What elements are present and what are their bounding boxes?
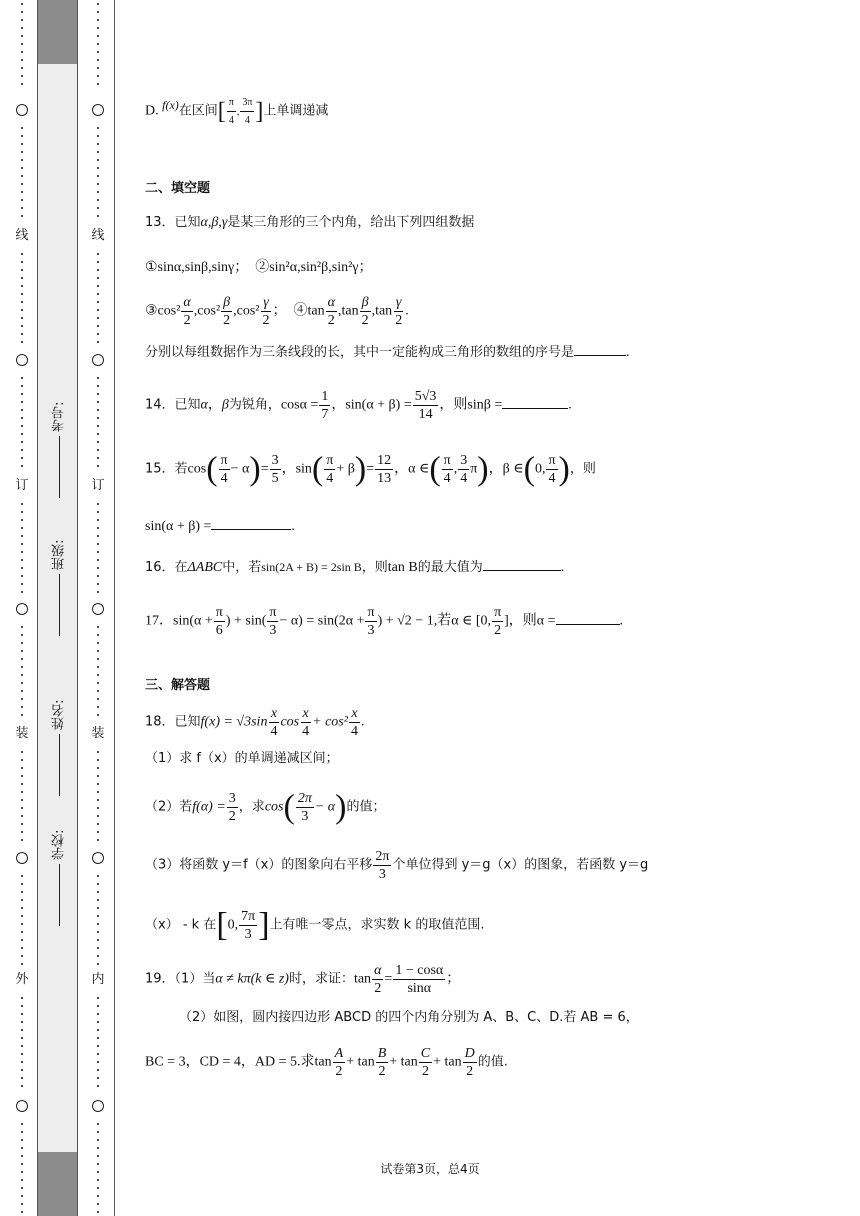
- q14-answer-blank[interactable]: [502, 396, 568, 409]
- margin-edge-line: [114, 0, 115, 1216]
- q19-part1: 19．（1）当α ≠ kπ(k ∈ z)时，求证：tan $\frac{\alpha}{2}$ = $\frac{1 - \cos\alpha}{\sin\alpha}$ ；: [145, 963, 461, 996]
- field-class: 班级:: [50, 520, 72, 640]
- field-school: 学校:: [50, 810, 72, 930]
- inner-dotted-line: [90, 0, 106, 1216]
- q19-part3: BC = 3，CD = 4，AD = 5.求tan $\frac{A}{2}$ + tan $\frac{B}{2}$ + tan $\frac{C}{2}$ + tan $\frac{D}{2}$ 的值.: [145, 1046, 508, 1079]
- section3-heading: 三、解答题: [145, 678, 211, 693]
- q18-part3-cont: （x） - k 在[0, $\frac{7\pi}{3}$ ]上有唯一零点，求实数 k 的取值范围.: [145, 906, 485, 944]
- q18-stem: 18．已知f(x) = √3sin $\frac{x}{4}$ cos $\frac{x}{4}$ + cos² $\frac{x}{4}$ .: [145, 706, 365, 739]
- binding-margin: [0, 0, 120, 1216]
- outer-mark-zhuang: 装: [15, 726, 29, 741]
- q16: 16．在ΔABC中，若sin(2A + B) = 2sin B，则tan B的最大值为 .: [145, 560, 565, 575]
- q13-answer-blank[interactable]: [574, 343, 626, 356]
- q15-answer-blank[interactable]: [211, 517, 291, 530]
- q17: 17．sin(α + $\frac{\pi}{6}$ ) + sin( $\frac{\pi}{3}$ − α) = sin(2α + $\frac{\pi}{3}$ ) + √2 − 1,若α ∈ [0, $\frac{\pi}{2}$ ]，则α = .: [145, 605, 624, 638]
- q13-line4: 分别以每组数据作为三条线段的长，其中一定能构成三角形的数组的序号是 .: [145, 345, 630, 360]
- inner-mark-xian: 线: [91, 228, 105, 243]
- q18-part1: （1）求 f（x）的单调递减区间；: [145, 751, 339, 766]
- q13-line3: ③cos² $\frac{\alpha}{2}$ ,cos² $\frac{\beta}{2}$ ,cos² $\frac{\gamma}{2}$ ； ④tan $\frac{\alpha}{2}$ ,tan $\frac{\beta}{2}$ ,tan $\frac{\gamma}{2}$ .: [145, 295, 409, 328]
- q19-part2: （2）如图，圆内接四边形 ABCD 的四个内角分别为 A、B、C、D.若 AB = 6，: [179, 1010, 639, 1025]
- q16-answer-blank[interactable]: [483, 558, 561, 571]
- q13-line2: ①sinα,sinβ,sinγ； ②sin²α,sin²β,sin²γ；: [145, 260, 373, 275]
- q15-line1: 15．若cos( $\frac{\pi}{4}$ − α)= $\frac{3}{5}$ ，sin( $\frac{\pi}{4}$ + β)= $\frac{12}{13}$ ，α ∈( $\frac{\pi}{4}$ , $\frac{3}{4}$ π)，β ∈(0, $\frac{\pi}{4}$ )，则: [145, 450, 596, 488]
- q18-part3: （3）将函数 y＝f（x）的图象向右平移 $\frac{2\pi}{3}$ 个单位得到 y＝g（x）的图象，若函数 y＝g: [145, 849, 649, 882]
- page-footer: 试卷第3页，总4页: [380, 1162, 480, 1176]
- q18-part2: （2）若f(α) = $\frac{3}{2}$ ，求cos( $\frac{2\pi}{3}$ − α)的值；: [145, 788, 386, 826]
- q17-answer-blank[interactable]: [556, 612, 620, 625]
- q13-line1: 13．已知α,β,γ是某三角形的三个内角，给出下列四组数据: [145, 215, 475, 230]
- band-dark-top: [37, 0, 77, 64]
- section2-heading: 二、填空题: [145, 181, 211, 196]
- inner-mark-ding: 订: [91, 478, 105, 493]
- choice-d: D. f(x)在区间[ $\frac{\pi}{4}$ , $\frac{3\pi}{4}$ ]上单调递减: [145, 94, 328, 129]
- q14: 14．已知α，β为锐角，cosα = $\frac{1}{7}$ ，sin(α + β) = $\frac{5√3}{14}$ ，则sinβ = .: [145, 389, 572, 422]
- field-exam-number: 考号:: [50, 362, 72, 502]
- inner-mark-nei: 内: [91, 972, 105, 987]
- outer-dotted-line: [14, 0, 30, 1216]
- outer-mark-xian: 线: [15, 228, 29, 243]
- outer-mark-wai: 外: [15, 972, 29, 987]
- q15-line2: sin(α + β) = .: [145, 519, 295, 534]
- outer-mark-ding: 订: [15, 478, 29, 493]
- band-right-line: [77, 0, 78, 1216]
- field-name: 姓名:: [50, 680, 72, 800]
- inner-mark-zhuang: 装: [91, 726, 105, 741]
- band-left-line: [37, 0, 38, 1216]
